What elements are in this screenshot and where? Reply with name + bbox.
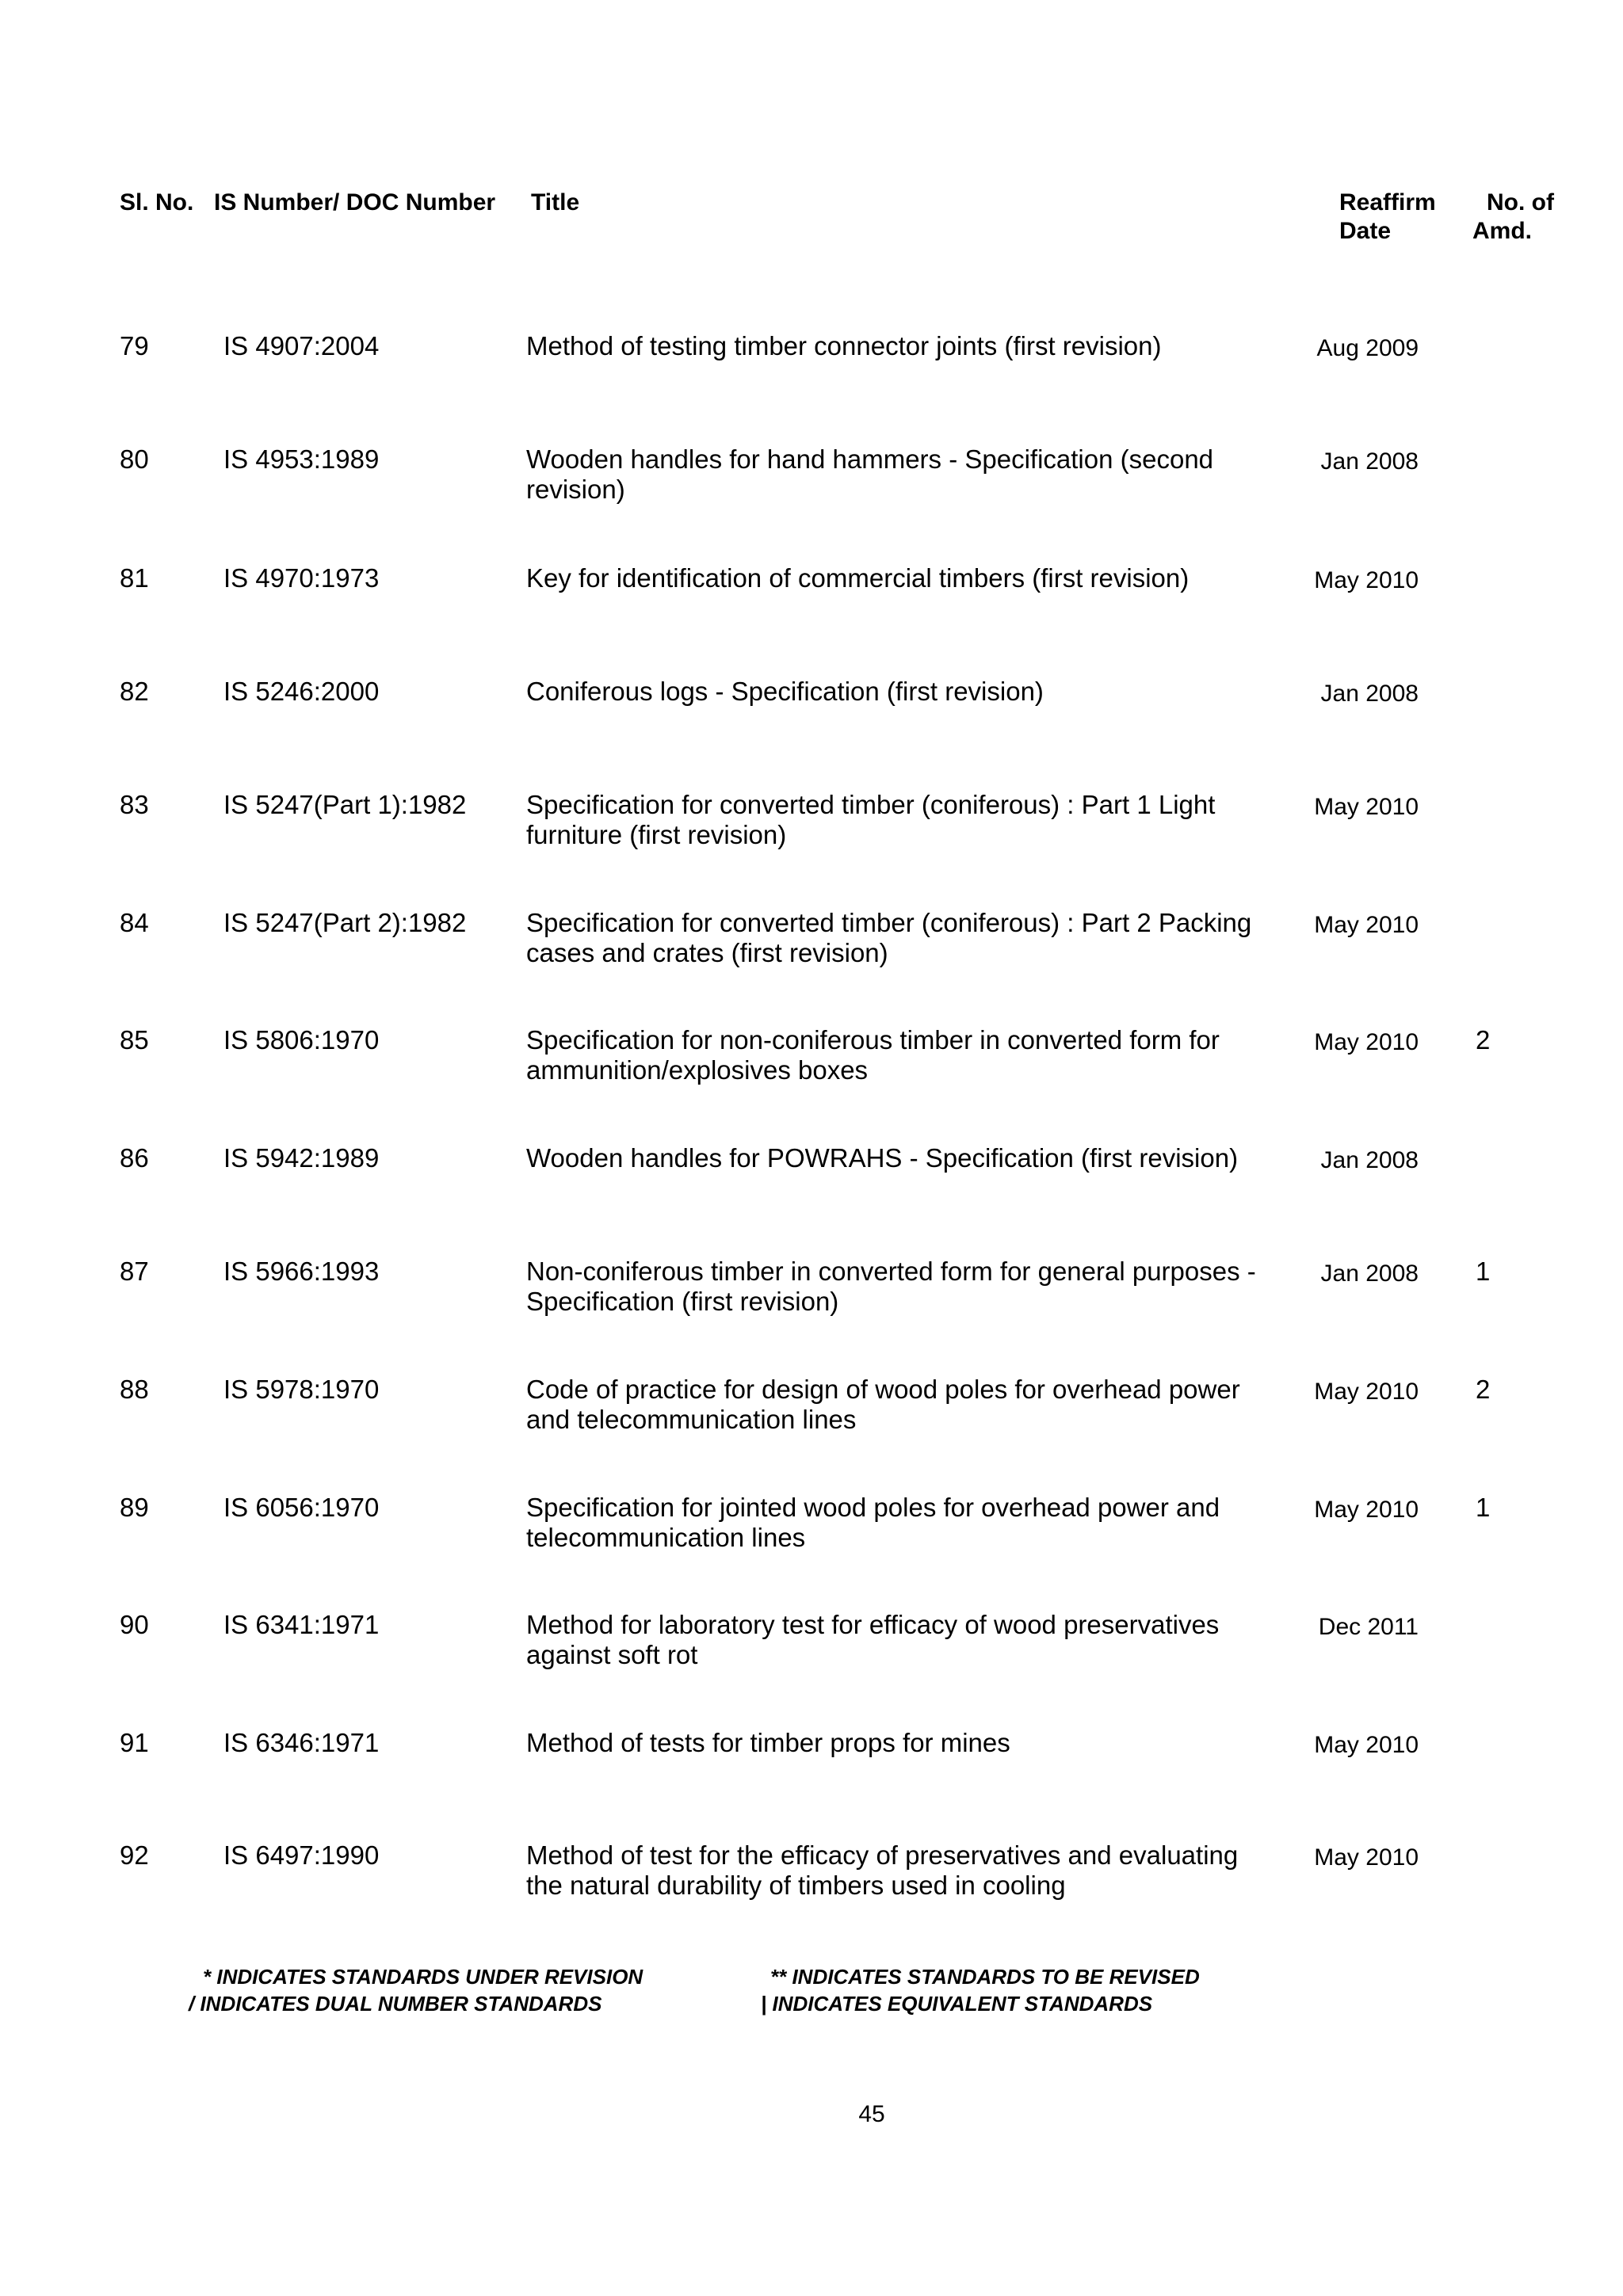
header-amd-line1: No. of: [1487, 189, 1554, 215]
row-reaffirm-date: May 2010: [1314, 794, 1419, 820]
row-title: Code of practice for design of wood poles for overhead power and telecommunication lines: [526, 1375, 1240, 1434]
row-is-number: IS 4953:1989: [223, 444, 380, 474]
row-title: Specification for converted timber (coniferous) : Part 1 Light furniture (first revision): [526, 790, 1216, 849]
row-is-number: IS 5978:1970: [223, 1375, 380, 1404]
row-sl-no: 80: [120, 444, 149, 474]
table-row: [0, 1840, 1623, 1936]
note-equivalent: | INDICATES EQUIVALENT STANDARDS: [761, 1992, 1153, 2016]
row-is-number: IS 5942:1989: [223, 1143, 380, 1173]
row-sl-no: 89: [120, 1493, 149, 1522]
row-title: Method of tests for timber props for mines: [526, 1728, 1010, 1757]
row-title: Non-coniferous timber in converted form for general purposes - Specification (first revision): [526, 1257, 1256, 1316]
table-row: [0, 1143, 1623, 1238]
header-reaffirm-date: [1339, 189, 1436, 246]
row-is-number: IS 5247(Part 1):1982: [223, 790, 467, 819]
table-row: [0, 1610, 1623, 1705]
row-amd-count: 1: [1476, 1493, 1491, 1522]
header-sl-no: Sl. No.: [120, 189, 194, 215]
row-reaffirm-date: Dec 2011: [1318, 1614, 1419, 1640]
row-amd-count: 1: [1476, 1257, 1491, 1286]
row-title: Key for identification of commercial timbers (first revision): [526, 563, 1190, 593]
table-row: [0, 444, 1623, 540]
table-row: [0, 790, 1623, 885]
row-is-number: IS 4970:1973: [223, 563, 380, 593]
row-title: Specification for jointed wood poles for overhead power and telecommunication lines: [526, 1493, 1220, 1552]
row-is-number: IS 5246:2000: [223, 677, 380, 706]
table-row: [0, 1728, 1623, 1823]
table-row: [0, 1257, 1623, 1352]
row-title: Method for laboratory test for efficacy of wood preservatives against soft rot: [526, 1610, 1220, 1669]
row-reaffirm-date: May 2010: [1314, 912, 1419, 938]
table-row: [0, 908, 1623, 1003]
note-under-revision: * INDICATES STANDARDS UNDER REVISION: [203, 1965, 643, 1989]
header-reaffirm-line2: Date: [1339, 218, 1392, 244]
row-is-number: IS 6056:1970: [223, 1493, 380, 1522]
row-is-number: IS 4907:2004: [223, 331, 380, 360]
legend-notes: [0, 1963, 1623, 2027]
row-reaffirm-date: May 2010: [1314, 1844, 1419, 1871]
row-title: Specification for converted timber (coniferous) : Part 2 Packing cases and crates (first revision): [526, 908, 1252, 967]
note-dual-number: / INDICATES DUAL NUMBER STANDARDS: [189, 1992, 602, 2016]
table-row: [0, 677, 1623, 772]
row-is-number: IS 6341:1971: [223, 1610, 380, 1639]
header-title: Title: [531, 189, 580, 215]
row-reaffirm-date: May 2010: [1314, 567, 1419, 593]
row-reaffirm-date: Jan 2008: [1320, 448, 1419, 475]
row-amd-count: 2: [1476, 1375, 1491, 1404]
table-row: [0, 1375, 1623, 1470]
header-amd-line2: Amd.: [1472, 218, 1532, 244]
row-sl-no: 79: [120, 331, 149, 360]
header-no-of-amd: [1472, 189, 1554, 246]
table-row: [0, 1493, 1623, 1588]
table-row: [0, 563, 1623, 658]
row-sl-no: 90: [120, 1610, 149, 1639]
page-number: 45: [858, 2101, 885, 2127]
row-reaffirm-date: May 2010: [1314, 1732, 1419, 1758]
row-reaffirm-date: Jan 2008: [1320, 681, 1419, 707]
row-reaffirm-date: Jan 2008: [1320, 1261, 1419, 1287]
row-is-number: IS 6346:1971: [223, 1728, 380, 1757]
row-is-number: IS 5966:1993: [223, 1257, 380, 1286]
row-title: Coniferous logs - Specification (first revision): [526, 677, 1044, 706]
row-reaffirm-date: May 2010: [1314, 1029, 1419, 1055]
row-sl-no: 91: [120, 1728, 149, 1757]
row-sl-no: 84: [120, 908, 149, 937]
row-title: Wooden handles for hand hammers - Specification (second revision): [526, 444, 1214, 504]
row-title: Specification for non-coniferous timber in converted form for ammunition/explosives boxes: [526, 1025, 1220, 1085]
note-to-be-revised: ** INDICATES STANDARDS TO BE REVISED: [770, 1965, 1200, 1989]
table-header: [0, 189, 1623, 260]
row-reaffirm-date: Aug 2009: [1316, 335, 1419, 361]
row-reaffirm-date: May 2010: [1314, 1497, 1419, 1523]
row-is-number: IS 6497:1990: [223, 1840, 380, 1870]
row-reaffirm-date: May 2010: [1314, 1379, 1419, 1405]
header-reaffirm-line1: Reaffirm: [1339, 189, 1436, 215]
header-is-number: IS Number/ DOC Number: [214, 189, 496, 215]
row-sl-no: 81: [120, 563, 149, 593]
row-is-number: IS 5247(Part 2):1982: [223, 908, 467, 937]
row-title: Method of test for the efficacy of preservatives and evaluating the natural durability of timbers used in cooling: [526, 1840, 1239, 1900]
row-title: Method of testing timber connector joints (first revision): [526, 331, 1162, 360]
row-is-number: IS 5806:1970: [223, 1025, 380, 1055]
row-reaffirm-date: Jan 2008: [1320, 1147, 1419, 1173]
row-sl-no: 92: [120, 1840, 149, 1870]
row-sl-no: 85: [120, 1025, 149, 1055]
row-sl-no: 86: [120, 1143, 149, 1173]
row-sl-no: 83: [120, 790, 149, 819]
table-row: [0, 1025, 1623, 1120]
row-sl-no: 82: [120, 677, 149, 706]
row-sl-no: 88: [120, 1375, 149, 1404]
row-title: Wooden handles for POWRAHS - Specification (first revision): [526, 1143, 1239, 1173]
table-row: [0, 331, 1623, 426]
row-amd-count: 2: [1476, 1025, 1491, 1055]
row-sl-no: 87: [120, 1257, 149, 1286]
